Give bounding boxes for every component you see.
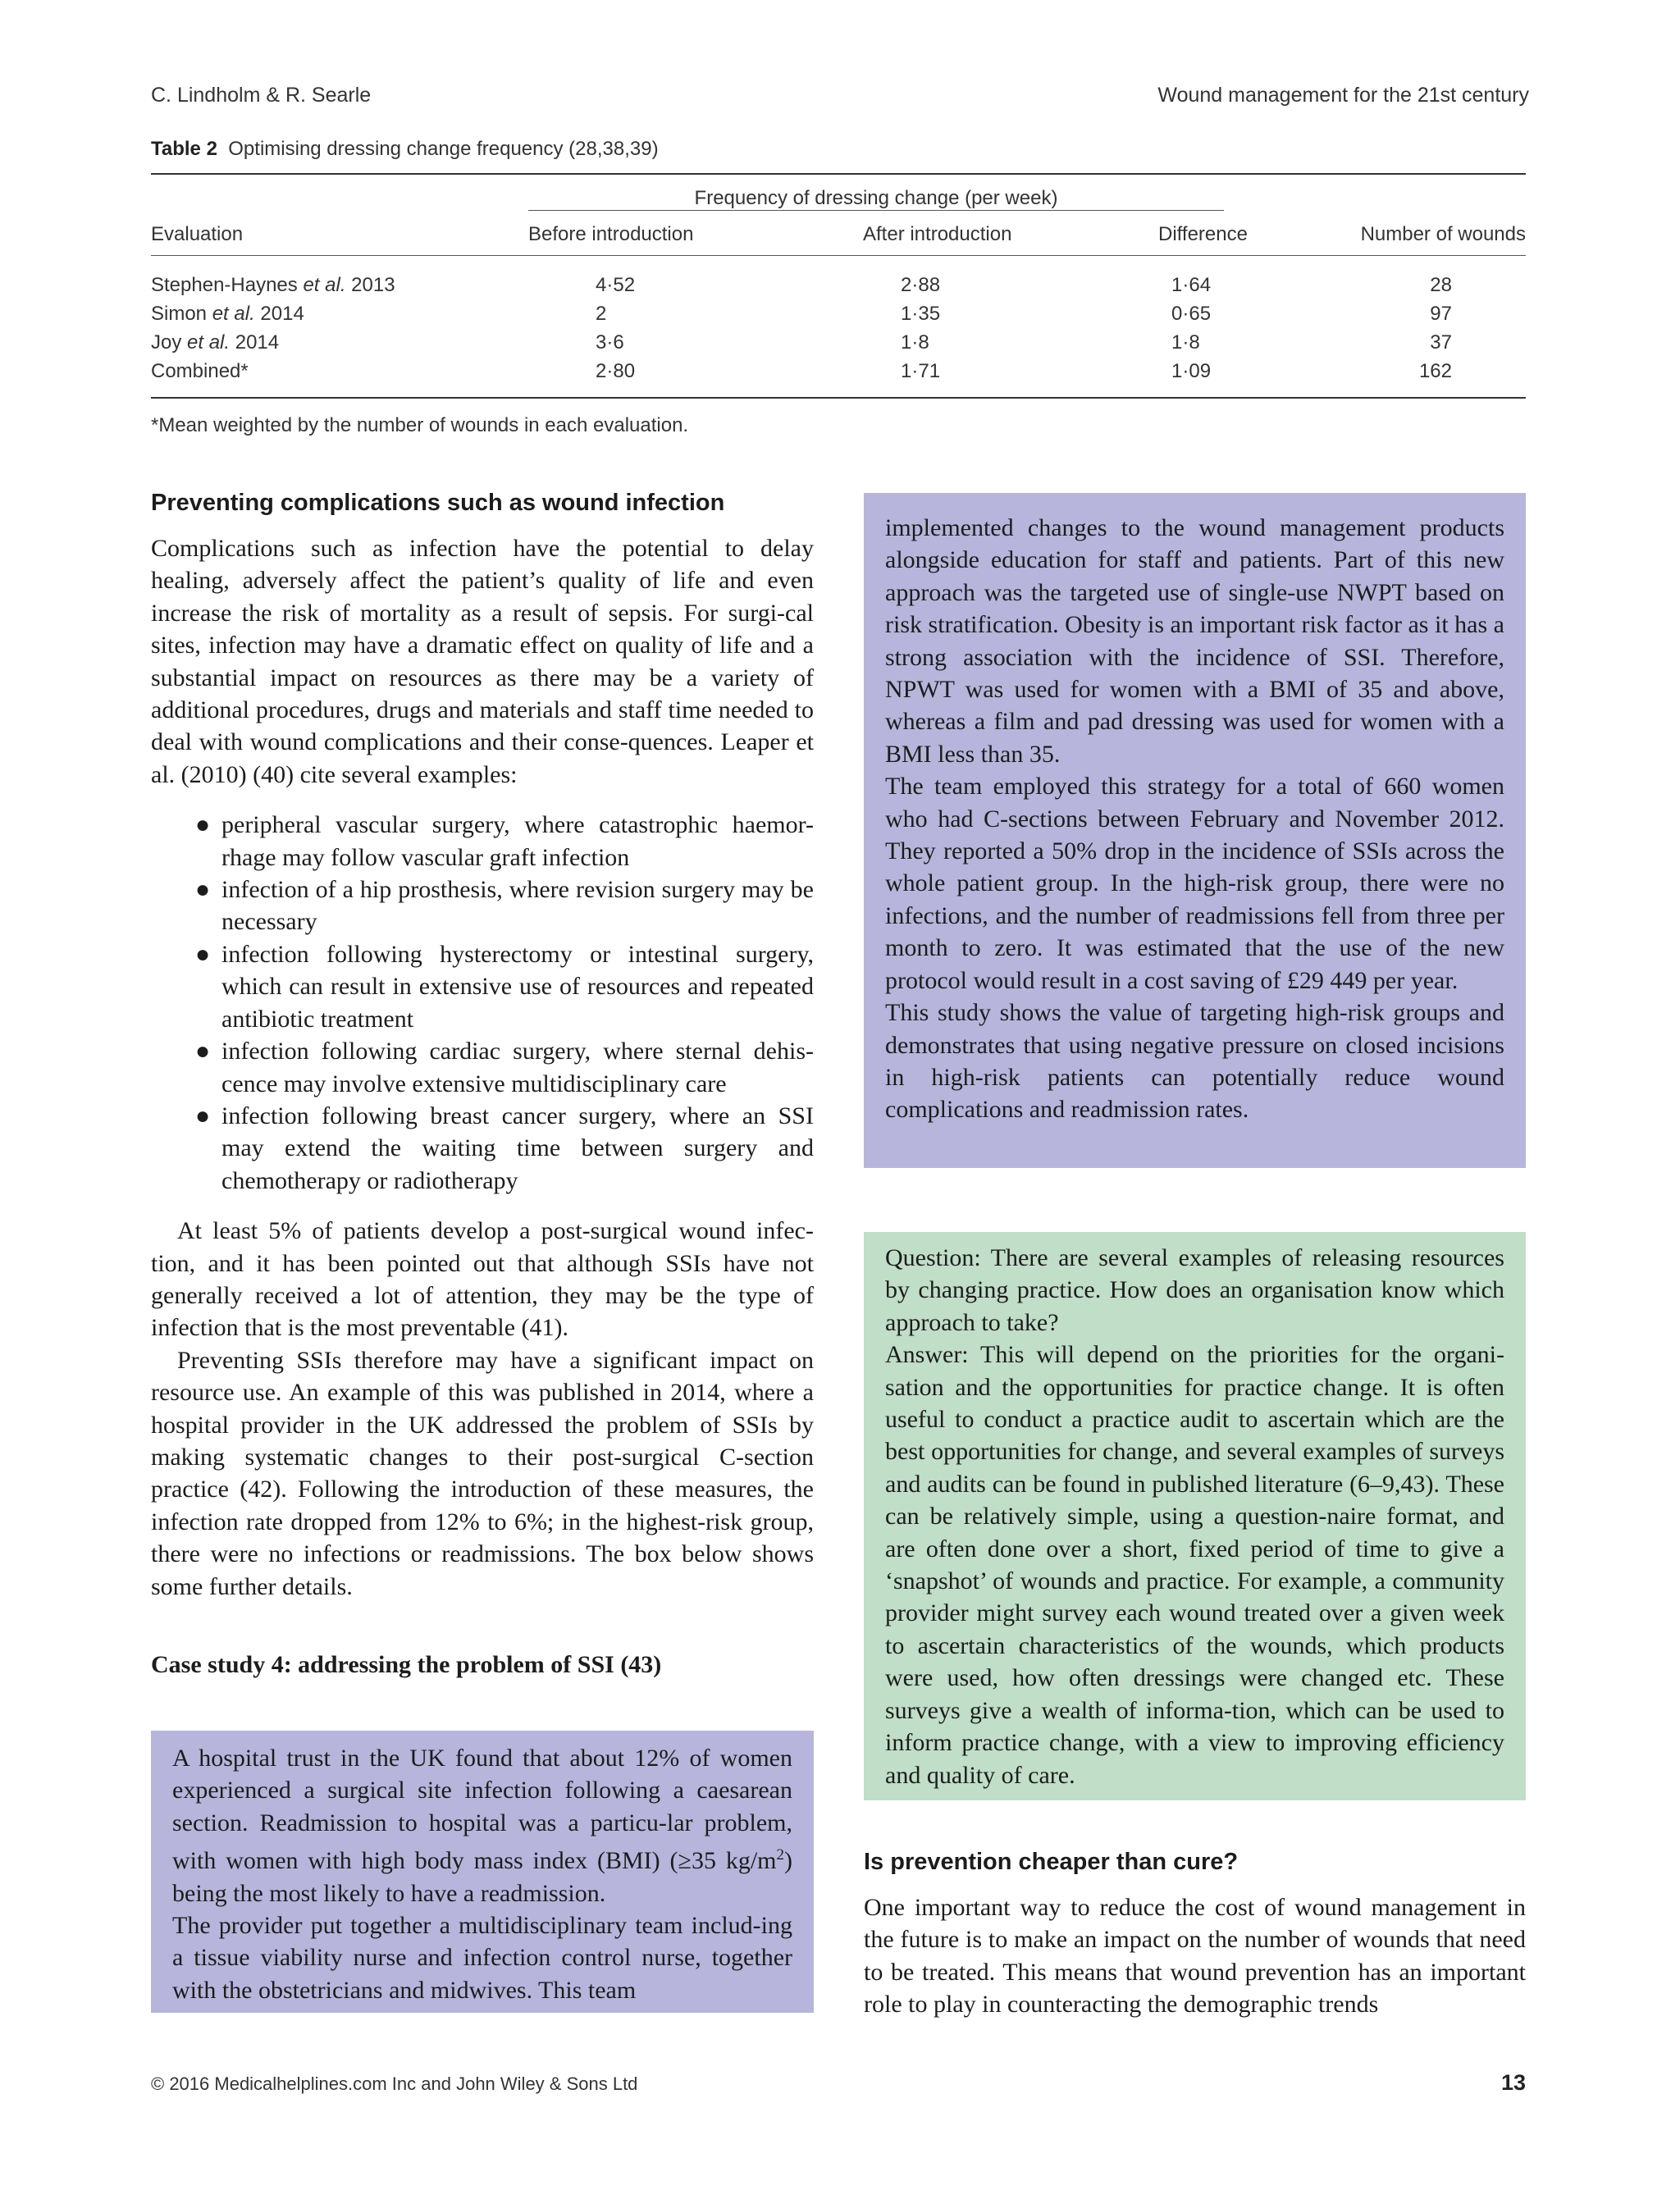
before-cell: 2·80 <box>596 359 636 382</box>
list-item: ● infection following cardiac surgery, where sternal dehis-cence may involve extensive multidisciplinary care <box>151 1035 814 1100</box>
list-item: ● infection following hysterectomy or intestinal surgery, which can result in extensive use of resources and repeated antibiotic treatment <box>151 938 814 1035</box>
table-row <box>151 256 1526 300</box>
table-label: Table 2 <box>151 138 217 160</box>
bullet-icon: ● <box>195 1038 211 1065</box>
list-item: ● infection following breast cancer surgery, where an SSI may extend the waiting time between surgery and chemotherapy or radiotherapy <box>151 1100 814 1197</box>
paragraph-ssi-incidence: At least 5% of patients develop a post-surgical wound infec-tion, and it has been pointed out that although SSIs have not generally received a lot of attention, they may be the type of infection that is the most preventable (41). <box>151 1217 814 1342</box>
table-row <box>151 328 1526 357</box>
bullet-icon: ● <box>195 876 211 904</box>
paragraph-preventing-ssis: Preventing SSIs therefore may have a significant impact on resource use. An example of this was published in 2014, where a hospital provider in the UK addressed the problem of SSIs by making systematic changes to their post-surgical C-section practice (42). Following the introduction of these measures, the infection rate dropped from 12% to 6%; in the highest-risk group, there were no infections or readmissions. The box below shows some further details. <box>151 1346 814 1600</box>
evaluation-cell: Simon et al. 2014 <box>151 302 304 325</box>
difference-cell: 1·64 <box>1171 273 1212 296</box>
after-cell: 2·88 <box>901 273 941 296</box>
section-heading-prevention: Is prevention cheaper than cure? <box>864 1849 1239 1875</box>
before-cell: 2 <box>596 302 607 325</box>
wounds-cell: 97 <box>1430 302 1452 325</box>
running-head-authors: C. Lindholm & R. Searle <box>151 84 372 107</box>
table-group-header-row <box>151 174 1526 214</box>
footer-copyright: © 2016 Medicalhelplines.com Inc and John Wiley & Sons Ltd <box>151 2073 638 2094</box>
evaluation-cell: Joy et al. 2014 <box>151 331 280 354</box>
table-group-header: Frequency of dressing change (per week) <box>528 187 1224 211</box>
right-column-text <box>864 1891 1526 2021</box>
bullet-icon: ● <box>195 940 211 968</box>
table-caption <box>151 138 659 161</box>
case-study-implementation: implemented changes to the wound management products alongside education for staff and patients. Part of this new approach was the targeted use of single-use NWPT based on risk stratification. Obesity is an important risk factor as it has a strong association with the incidence of SSI. Therefore, NPWT was used for women with a BMI of 35 and above, whereas a film and pad dressing was used for women with a BMI less than 35. <box>885 514 1504 768</box>
table-2 <box>151 173 1526 399</box>
case-study-heading: Case study 4: addressing the problem of SSI (43) <box>151 1651 662 1678</box>
wounds-cell: 37 <box>1430 331 1452 354</box>
column-header-difference: Difference <box>1142 214 1306 256</box>
before-cell: 3·6 <box>596 331 624 354</box>
after-cell: 1·8 <box>901 331 929 354</box>
difference-cell: 1·8 <box>1171 331 1200 354</box>
case-study-box-part1 <box>151 1731 814 2013</box>
table-row <box>151 299 1526 328</box>
case-study-results: The team employed this strategy for a total of 660 women who had C-sections between February and November 2012. They reported a 50% drop in the incidence of SSIs across the whole patient group. In the high-risk group, there were no infections, and the number of readmissions fell from three per month to zero. It was estimated that the use of the new protocol would result in a cost saving of £29 449 per year. <box>885 773 1504 994</box>
evaluation-cell: Combined* <box>151 359 249 382</box>
paragraph-intro: Complications such as infection have the potential to delay healing, adversely affect the patient’s quality of life and even increase the risk of mortality as a result of sepsis. For surgi-cal sites, infection may have a dramatic effect on quality of life and a substantial impact on resources as there may be a variety of additional procedures, drugs and materials and staff time needed to deal with wound complications and their conse-quences. Leaper et al. (2010) (40) cite several examples: <box>151 535 814 788</box>
column-header-evaluation: Evaluation <box>151 214 528 256</box>
page-number: 13 <box>1500 2070 1526 2095</box>
after-cell: 1·71 <box>901 359 941 382</box>
column-header-before: Before introduction <box>528 214 840 256</box>
wounds-cell: 28 <box>1430 273 1452 296</box>
bullet-icon: ● <box>195 1102 211 1129</box>
difference-cell: 1·09 <box>1171 359 1212 382</box>
dressing-frequency-table <box>151 173 1526 399</box>
evaluation-cell: Stephen-Haynes et al. 2013 <box>151 273 395 296</box>
table-header-row <box>151 214 1526 256</box>
running-head-title: Wound management for the 21st century <box>1157 84 1529 107</box>
case-study-conclusion: This study shows the value of targeting high-risk groups and demonstrates that using negative pressure on closed incisions in high-risk patients can potentially reduce wound complications and readmission rates. <box>885 999 1504 1124</box>
examples-list <box>151 809 814 1197</box>
case-study-box-part2 <box>864 493 1526 1168</box>
paragraph-prevention: One important way to reduce the cost of wound management in the future is to make an impact on the number of wounds that need to be treated. This means that wound prevention has an important role to play in counteracting the demographic trends <box>864 1894 1526 2019</box>
case-study-text: A hospital trust in the UK found that about 12% of women experienced a surgical site infection following a caesarean section. Readmission to hospital was a particu-lar problem, with women with high body mass index (BMI) (≥35 $kg/m^2$) being the most likely to have a readmission. <box>172 1745 792 1907</box>
section-heading-complications: Preventing complications such as wound infection <box>151 490 725 516</box>
column-header-after: After introduction <box>840 214 1142 256</box>
qa-box <box>864 1232 1526 1800</box>
list-item: ● infection of a hip prosthesis, where revision surgery may be necessary <box>151 874 814 938</box>
case-study-text-team: The provider put together a multidisciplinary team includ-ing a tissue viability nurse and infection control nurse, together with the obstetricians and midwives. This team <box>172 1912 792 2004</box>
list-item: ● peripheral vascular surgery, where catastrophic haemor-rhage may follow vascular graft infection <box>151 809 814 874</box>
table-footnote: *Mean weighted by the number of wounds in each evaluation. <box>151 414 689 436</box>
column-header-number-of-wounds: Number of wounds <box>1306 214 1526 256</box>
left-column-text <box>151 532 814 1603</box>
difference-cell: 0·65 <box>1171 302 1212 325</box>
qa-answer: Answer: This will depend on the priorities for the organi-sation and the opportunities for practice change. It is often useful to conduct a practice audit to ascertain which are the best opportunities for change, and several examples of surveys and audits can be found in published literature (6–9,43). These can be relatively simple, using a question-naire format, and are often done over a short, fixed period of time to give a ‘snapshot’ of wounds and practice. For example, a community provider might survey each wound treated over a given week to ascertain characteristics of the wounds, which products were used, how often dressings were changed etc. These surveys give a wealth of informa-tion, which can be used to inform practice change, with a view to improving efficiency and quality of care. <box>885 1341 1504 1789</box>
table-row-combined <box>151 357 1526 398</box>
table-caption-text: Optimising dressing change frequency (28,38,39) <box>228 138 659 160</box>
bullet-icon: ● <box>195 811 211 839</box>
before-cell: 4·52 <box>596 273 636 296</box>
wounds-cell: 162 <box>1418 359 1452 382</box>
qa-question: Question: There are several examples of releasing resources by changing practice. How does an organisation know which approach to take? <box>885 1244 1504 1336</box>
after-cell: 1·35 <box>901 302 941 325</box>
